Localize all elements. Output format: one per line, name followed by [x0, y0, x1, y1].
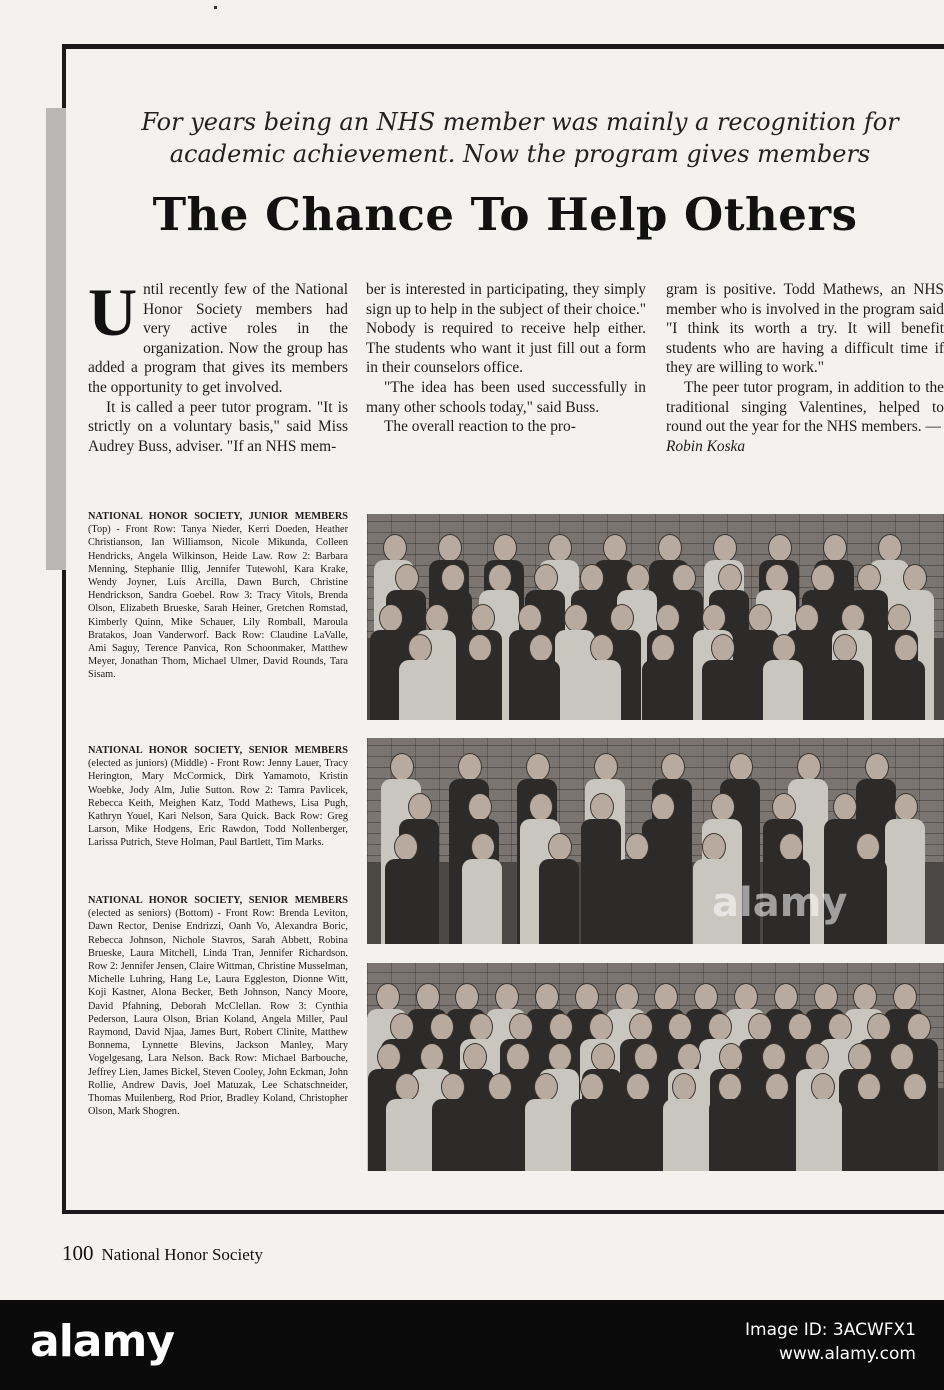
person-body [802, 1099, 842, 1171]
person-head [848, 1043, 872, 1071]
person-head [857, 564, 881, 592]
drop-cap: U [88, 274, 138, 350]
person-head [797, 753, 821, 781]
person-head [762, 1043, 786, 1071]
person-head [535, 983, 559, 1011]
person-head [548, 833, 572, 861]
person-head [768, 534, 792, 562]
person-head [658, 534, 682, 562]
person-head [765, 1073, 789, 1101]
caption-junior-members [88, 510, 348, 682]
site-url: www.alamy.com [778, 1344, 916, 1364]
person-head [828, 1013, 852, 1041]
person-head [811, 1073, 835, 1101]
column-2-paragraph-1: ber is interested in participating, they simply sign up to help in the subject of their choice." Nobody is required to receive help either. The students who want it just fill out a form in their counselors office. [366, 281, 646, 377]
caption-heading: NATIONAL HONOR SOCIETY, SENIOR MEMBERS [88, 745, 348, 756]
person-head [575, 983, 599, 1011]
person-head [823, 534, 847, 562]
person-head [894, 634, 918, 662]
caption-senior-members-juniors [88, 744, 348, 850]
page-number: 100 [62, 1241, 94, 1265]
person-head [458, 753, 482, 781]
person-head [534, 564, 558, 592]
person-head [408, 634, 432, 662]
person-head [811, 564, 835, 592]
person-head [694, 983, 718, 1011]
person-head [580, 1073, 604, 1101]
person-head [390, 753, 414, 781]
frame-bottom-rule [62, 1210, 944, 1214]
person-head [734, 983, 758, 1011]
person-head [549, 1013, 573, 1041]
person-head [651, 793, 675, 821]
person-body [848, 1099, 888, 1171]
person-head [463, 1043, 487, 1071]
person-body [616, 859, 656, 944]
person-head [903, 1073, 927, 1101]
person-body [709, 1099, 749, 1171]
person-head [488, 564, 512, 592]
person-body [386, 1099, 426, 1171]
caption-senior-members-seniors [88, 894, 348, 1118]
person-head [493, 534, 517, 562]
person-head [430, 1013, 454, 1041]
person-body [399, 660, 439, 720]
person-head [495, 983, 519, 1011]
person-head [529, 634, 553, 662]
column-3-paragraph-1: gram is positive. Todd Mathews, an NHS member who is involved in the program said "I think its worth a try. It will benefit students who are having a difficult time if they are willing to work." [666, 281, 944, 377]
section-name: National Honor Society [101, 1245, 263, 1264]
person-head [748, 1013, 772, 1041]
person-head [853, 983, 877, 1011]
person-head [814, 983, 838, 1011]
person-head [833, 793, 857, 821]
person-head [610, 604, 634, 632]
person-head [379, 604, 403, 632]
person-head [526, 753, 550, 781]
group-photo-junior-members [367, 514, 944, 720]
person-head [594, 753, 618, 781]
person-head [589, 1013, 613, 1041]
group-photo-senior-members-middle [367, 738, 944, 944]
person-head [390, 1013, 414, 1041]
group-photo-senior-members-bottom [367, 963, 944, 1171]
person-head [590, 793, 614, 821]
person-head [534, 1073, 558, 1101]
person-head [795, 604, 819, 632]
person-head [772, 634, 796, 662]
person-head [893, 983, 917, 1011]
person-body [385, 859, 425, 944]
person-head [774, 983, 798, 1011]
article-column-2 [366, 280, 646, 437]
person-head [590, 634, 614, 662]
person-body [756, 1099, 796, 1171]
person-head [591, 1043, 615, 1071]
person-head [438, 534, 462, 562]
caption-text: (Top) - Front Row: Tanya Nieder, Kerri Doeden, Heather Christianson, Ian Williamson, Nicole Mikunda, Colleen Hendricks, Angela Wilkinson, Heide Law. Row 2: Barbara Menning, Stephanie Illig, Jennifer Tutewohl, Kara Krake, Wendy Joyner, Luis Arcilla, Dawn Burch, Christine Hendrickson, Sandra Goebel. Row 3: Tracy Vitols, Brenda Olson, Elizabeth Brueske, Sarah Heiner, Gretchen Romstad, Kimberly Quinn, Mike Schauer, Lily Romball, Maroula Bratakos, Joan Vanderworf. Back Row: Claudine LaValle, Ami Saguy, Terence Panvica, Ron Schoonmaker, Matthew Meyer, Jonathan Thom, Michael Ulmer, David Rounds, Tara Sisam. [88, 524, 348, 681]
person-body [663, 1099, 703, 1171]
person-head [856, 833, 880, 861]
person-head [865, 753, 889, 781]
person-body [885, 819, 925, 944]
person-head [907, 1013, 931, 1041]
person-head [626, 1073, 650, 1101]
person-head [887, 604, 911, 632]
column-2-paragraph-3: The overall reaction to the pro- [384, 418, 576, 436]
person-body [894, 1099, 934, 1171]
person-head [661, 753, 685, 781]
person-head [626, 564, 650, 592]
caption-heading: NATIONAL HONOR SOCIETY, SENIOR MEMBERS [88, 895, 348, 906]
person-head [376, 983, 400, 1011]
gray-accent-bar [46, 108, 66, 570]
person-head [383, 534, 407, 562]
article-column-1 [88, 274, 348, 456]
person-head [857, 1073, 881, 1101]
person-body [479, 1099, 519, 1171]
person-head [672, 564, 696, 592]
article-headline: The Chance To Help Others [152, 188, 858, 241]
person-body [459, 660, 499, 720]
person-body [581, 819, 621, 944]
person-body [702, 660, 742, 720]
person-head [529, 793, 553, 821]
image-id-label: Image ID: 3ACWFX1 [745, 1320, 916, 1340]
person-head [506, 1043, 530, 1071]
person-body [571, 1099, 611, 1171]
person-head [488, 1073, 512, 1101]
person-body [885, 660, 925, 720]
person-body [432, 1099, 472, 1171]
article-column-3 [666, 280, 944, 456]
person-head [395, 564, 419, 592]
person-head [772, 793, 796, 821]
person-head [455, 983, 479, 1011]
column-1-paragraph-1: Until recently few of the National Honor Society members had very active roles in the organization. Now the group has added a program that gives its members the opportunity to get involved. [88, 274, 348, 396]
person-head [548, 534, 572, 562]
person-body [539, 859, 579, 944]
caption-text: (elected as seniors) (Bottom) - Front Row: Brenda Leviton, Dawn Rector, Denise Endrizzi, Oanh Vo, Alexandra Boric, Rebecca Johnson, Nichole Stavros, Sarah Abbett, Robina Brueske, Laura Mitchell, Linda Tran, Jennifer Richardson. Row 2: Jennifer Jensen, Claire Wittman, Christine Musselman, Michelle Luhring, Hang Le, Laura Eggleston, Dionne Witt, Koji Kastner, Alona Becker, Beth Johnson, Nancy Moore, David Pfahning, Deborah McClellan. Row 3: Cynthia Pederson, Laura Olson, Brian Koland, Angela Miller, Paul Raymond, David Njaa, James Burt, Robert Clinite, Matthew Bonnema, Lynnette Blevins, Jackson Manley, Mary Vogelgesang, Lara Nelson. Back Row: Michael Barbouche, Jeffrey Lien, James Bickel, Steven Cooley, John Eckman, John Rollie, Andrew Davis, Joel Matuzak, Lee Schatschneider, Thomas Muilenberg, Rod Prior, Bradley Koland, Christopher Olson, Mark Shogren. [88, 908, 348, 1118]
person-body [642, 660, 682, 720]
person-head [603, 534, 627, 562]
person-head [841, 604, 865, 632]
person-head [677, 1043, 701, 1071]
person-head [713, 534, 737, 562]
column-3-paragraph-2: The peer tutor program, in addition to the traditional singing Valentines, helped to round out the year for the NHS members. — [666, 378, 944, 436]
person-body [520, 660, 560, 720]
person-head [564, 604, 588, 632]
person-head [651, 634, 675, 662]
person-body [763, 660, 803, 720]
person-head [878, 534, 902, 562]
person-head [580, 564, 604, 592]
person-head [788, 1013, 812, 1041]
person-body [581, 660, 621, 720]
person-body [462, 859, 502, 944]
person-body [847, 859, 887, 944]
caption-heading: NATIONAL HONOR SOCIETY, JUNIOR MEMBERS [88, 511, 348, 522]
article-subtitle: For years being an NHS member was mainly a recognition for academic achievement. Now the program gives members [141, 108, 899, 168]
person-head [833, 634, 857, 662]
person-head [518, 604, 542, 632]
person-head [656, 604, 680, 632]
person-head [779, 833, 803, 861]
image-credit [745, 1318, 916, 1366]
person-head [903, 564, 927, 592]
person-body [617, 1099, 657, 1171]
person-body [824, 660, 864, 720]
person-head [420, 1043, 444, 1071]
person-head [805, 1043, 829, 1071]
person-head [615, 983, 639, 1011]
person-head [729, 753, 753, 781]
page-footer [62, 1241, 263, 1266]
print-speck [214, 6, 217, 9]
person-head [708, 1013, 732, 1041]
person-body [525, 1099, 565, 1171]
watermark-overlay: alamy [712, 880, 848, 926]
byline: Robin Koska [666, 437, 746, 455]
frame-top-rule [62, 44, 944, 49]
person-head [894, 793, 918, 821]
person-head [416, 983, 440, 1011]
column-2-paragraph-2: "The idea has been used successfully in many other schools today," said Buss. [366, 378, 646, 416]
caption-text: (elected as juniors) (Middle) - Front Row: Jenny Lauer, Tracy Herington, Mary McCormick, Dirk Yamamoto, Kristin Woebke, Jody Alm, Julie Sutton. Row 2: Tamra Pavlicek, Rebecca Keith, Meighen Katz, Todd Mathews, Lisa Pugh, Kathryn Youel, Kari Nelson, Sara Quick. Back Row: Greg Larson, Mike Hodgens, Eric Rawdon, Todd Nollenberger, Larissa Putrich, Steve Holman, Paul Bartlett, Tim Marks. [88, 758, 348, 849]
alamy-logo: alamy [30, 1316, 174, 1367]
person-head [408, 793, 432, 821]
person-head [654, 983, 678, 1011]
person-head [634, 1043, 658, 1071]
person-head [765, 564, 789, 592]
column-1-paragraph-2: It is called a peer tutor program. "It is strictly on a voluntary basis," said Miss Audrey Buss, adviser. "If an NHS mem- [88, 398, 348, 455]
person-head [629, 1013, 653, 1041]
